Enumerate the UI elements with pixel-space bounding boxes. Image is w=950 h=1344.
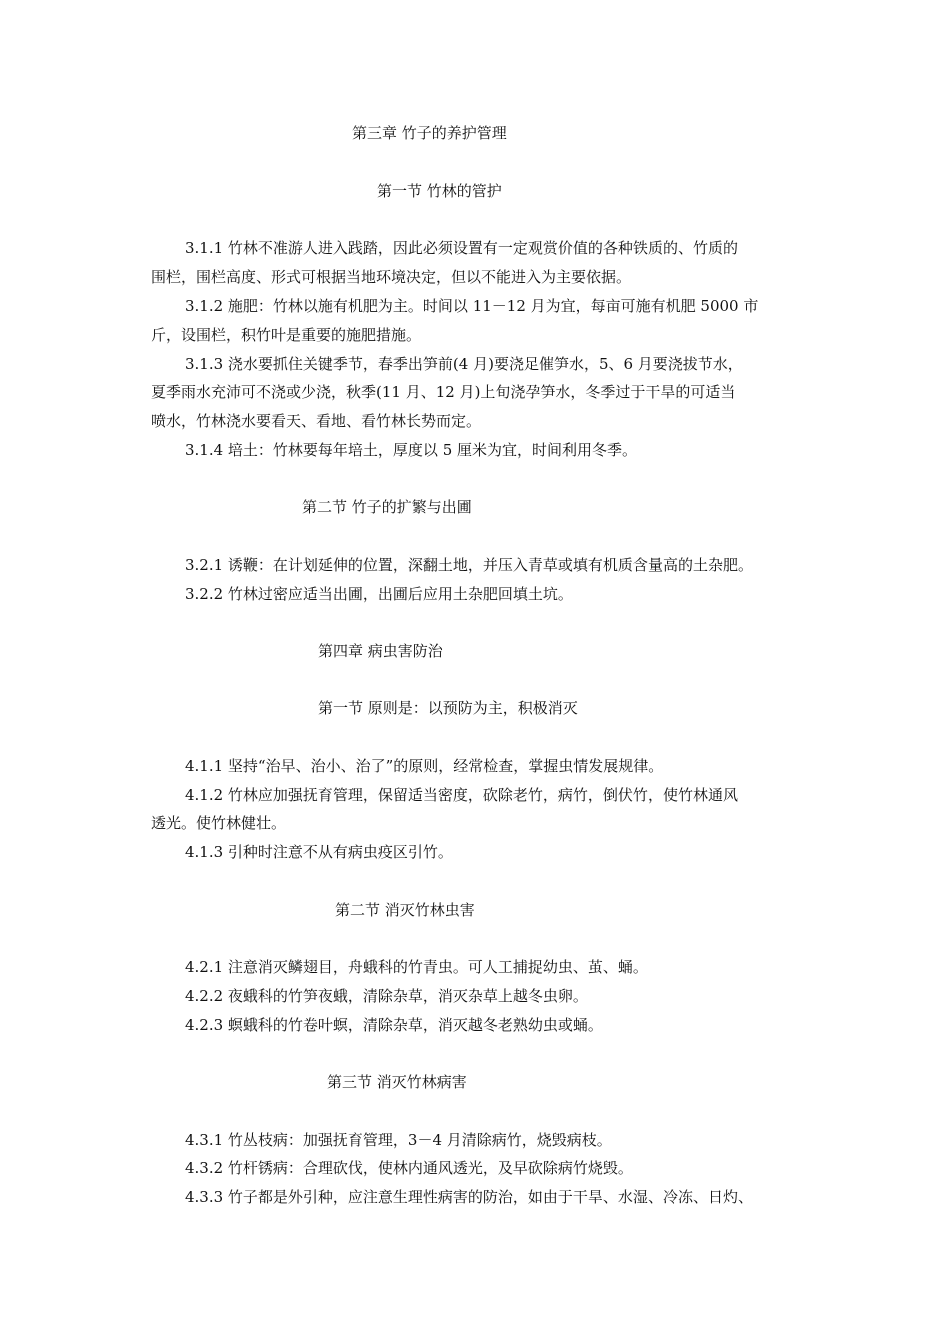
paragraph-3-1-3-line-3: 喷水，竹林浇水要看天、看地、看竹林长势而定。 <box>151 412 482 430</box>
section-4-2-title: 第二节 消灭竹林虫害 <box>335 901 475 919</box>
paragraph-4-2-3: 4.2.3 螟蛾科的竹卷叶螟，清除杂草，消灭越冬老熟幼虫或蛹。 <box>185 1016 603 1034</box>
paragraph-3-1-1-line-2: 围栏，围栏高度、形式可根据当地环境决定，但以不能进入为主要依据。 <box>151 268 632 286</box>
paragraph-3-2-1: 3.2.1 诱鞭：在计划延伸的位置，深翻土地，并压入青草或填有机质含量高的土杂肥。 <box>185 556 753 574</box>
paragraph-4-1-3: 4.1.3 引种时注意不从有病虫疫区引竹。 <box>185 843 453 861</box>
paragraph-4-3-3: 4.3.3 竹子都是外引种，应注意生理性病害的防治，如由于干旱、水湿、冷冻、日灼、 <box>185 1188 753 1206</box>
chapter-3-title: 第三章 竹子的养护管理 <box>352 124 507 142</box>
paragraph-4-3-1: 4.3.1 竹丛枝病：加强抚育管理，3－4 月清除病竹，烧毁病枝。 <box>185 1131 612 1149</box>
section-3-1-title: 第一节 竹林的管护 <box>377 182 502 200</box>
paragraph-3-1-2-line-2: 斤，设围栏，积竹叶是重要的施肥措施。 <box>151 326 422 344</box>
paragraph-4-2-2: 4.2.2 夜蛾科的竹笋夜蛾，清除杂草，消灭杂草上越冬虫卵。 <box>185 987 588 1005</box>
chapter-4-title: 第四章 病虫害防治 <box>318 642 443 660</box>
section-4-1-title: 第一节 原则是：以预防为主，积极消灭 <box>318 699 578 717</box>
section-3-2-title: 第二节 竹子的扩繁与出圃 <box>302 498 472 516</box>
paragraph-3-2-2: 3.2.2 竹林过密应适当出圃，出圃后应用土杂肥回填土坑。 <box>185 585 573 603</box>
paragraph-4-2-1: 4.2.1 注意消灭鳞翅目，舟蛾科的竹青虫。可人工捕捉幼虫、茧、蛹。 <box>185 958 648 976</box>
paragraph-3-1-2-line-1: 3.1.2 施肥：竹林以施有机肥为主。时间以 11－12 月为宜，每亩可施有机肥 5000 市 <box>185 297 759 315</box>
paragraph-4-1-2-line-2: 透光。使竹林健壮。 <box>151 814 287 832</box>
paragraph-3-1-1-line-1: 3.1.1 竹林不准游人进入践踏，因此必须设置有一定观赏价值的各种铁质的、竹质的 <box>185 239 738 257</box>
paragraph-3-1-4: 3.1.4 培土：竹林要每年培土，厚度以 5 厘米为宜，时间利用冬季。 <box>185 441 638 459</box>
paragraph-3-1-3-line-1: 3.1.3 浇水要抓住关键季节，春季出笋前(4 月)要浇足催笋水，5、6 月要浇拔节水， <box>185 355 743 373</box>
paragraph-4-3-2: 4.3.2 竹杆锈病：合理砍伐，使林内通风透光，及早砍除病竹烧毁。 <box>185 1159 633 1177</box>
paragraph-4-1-2-line-1: 4.1.2 竹林应加强抚育管理，保留适当密度，砍除老竹，病竹，倒伏竹，使竹林通风 <box>185 786 738 804</box>
paragraph-3-1-3-line-2: 夏季雨水充沛可不浇或少浇，秋季(11 月、12 月)上旬浇孕笋水，冬季过于干旱的可适当 <box>151 383 736 401</box>
paragraph-4-1-1: 4.1.1 坚持“治早、治小、治了”的原则，经常检查，掌握虫情发展规律。 <box>185 757 664 775</box>
section-4-3-title: 第三节 消灭竹林病害 <box>327 1073 467 1091</box>
